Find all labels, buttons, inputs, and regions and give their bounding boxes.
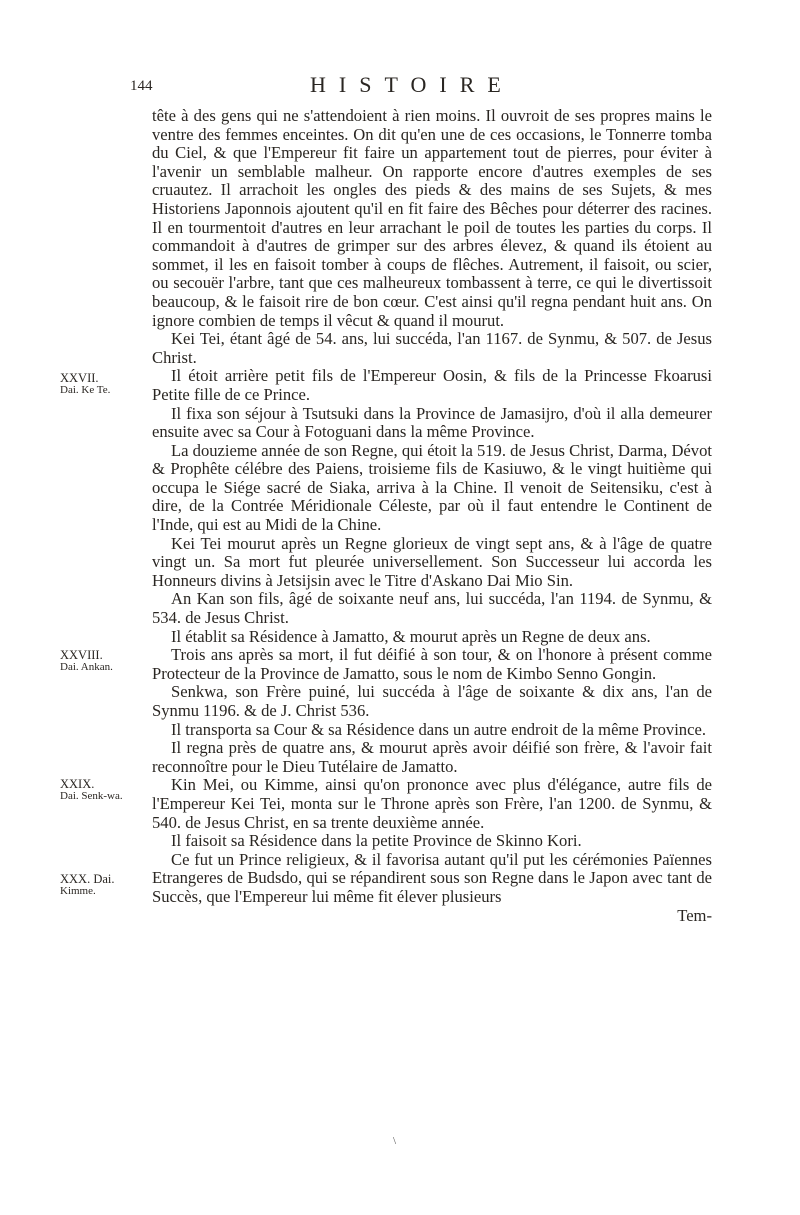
paragraph: Kei Tei mourut après un Regne glorieux de vingt sept ans, & à l'âge de quatre vingt un. Sa mort fut pleurée universellement. Son Successeur lui accorda les Honneurs divins à Jetsijsin avec le Titre d'Askano Dai Mio Sin.	[152, 533, 712, 590]
stray-mark: \	[393, 1135, 397, 1147]
margin-note-xxviii	[60, 650, 152, 673]
paragraph: La douzieme année de son Regne, qui étoit la 519. de Jesus Christ, Darma, Dévot & Prophête célébre des Paiens, troisieme fils de Kasiuwo, & le vingt huitième qui occupa le Siége sacré de Siaka, arriva à la Chine. Il venoit de Seitensiku, c'est à dire, de la Contrée Méridionale Céleste, par où il faut entendre le Continent de l'Inde, qui est au Midi de la Chine.	[152, 440, 712, 535]
catchword: Tem-	[677, 905, 712, 925]
margin-reign-number: XXX. Dai.	[60, 872, 115, 886]
paragraph: Kei Tei, étant âgé de 54. ans, lui succéda, l'an 1167. de Synmu, & 507. de Jesus Christ.	[152, 329, 712, 367]
paragraph: tête à des gens qui ne s'attendoient à rien moins. Il ouvroit de ses propres mains le ventre des femmes enceintes. On dit qu'en une de ces occasions, le Tonnerre tomba du Ciel, & que l'Empereur fit faire un appartement tout de pierres, pour éviter à l'avenir un semblable malheur. On rapporte encore d'autres exemples de ses cruautez. Il arrachoit les ongles des pieds & des mains de ses Sujets, & mes Historiens Japonnois ajoutent qu'il en fit faire des Bêches pour déterrer des racines. Il en tourmentoit d'autres en leur arrachant le poil de toutes les parties du corps. Il commandoit à d'autres de grimper sur des arbres élevez, & quand ils étoient au sommet, il les en faisoit tomber à coups de flêches. Autrement, il faisoit, ou scier, ou secouër l'arbre, tant que ces malheureux tombassent à terre, ce qui le divertissoit beaucoup, & le faisoit rire de bon cœur. C'est ainsi qu'il regna pendant huit ans. On ignore combien de temps il vêcut & quand il mourut.	[152, 106, 712, 330]
paragraph: An Kan son fils, âgé de soixante neuf ans, lui succéda, l'an 1194. de Synmu, & 534. de Jesus Christ.	[152, 589, 712, 628]
margin-reign-number: XXVII.	[60, 371, 99, 385]
paragraph: Trois ans après sa mort, il fut déifié à son tour, & on l'honore à présent comme Protecteur de la Province de Jamatto, sous le nom de Kimbo Senno Gongin.	[152, 645, 712, 683]
page-header	[130, 72, 690, 102]
margin-note-xxix	[60, 779, 152, 802]
margin-reign-number: XXIX.	[60, 777, 95, 791]
paragraph: Il étoit arrière petit fils de l'Empereur Oosin, & fils de la Princesse Fkoarusi Petite fille de ce Prince.	[152, 366, 712, 404]
running-title: HISTOIRE	[310, 72, 514, 97]
margin-reign-number: XXVIII.	[60, 648, 103, 662]
margin-note-xxvii	[60, 373, 152, 396]
main-text-column	[152, 107, 712, 925]
paragraph: Il fixa son séjour à Tsutsuki dans la Province de Jamasijro, d'où il alla demeurer ensuite avec sa Cour à Fotoguani dans la même Province.	[152, 403, 712, 442]
margin-reign-name: Dai. Senk-wa.	[60, 789, 123, 802]
paragraph: Kin Mei, ou Kimme, ainsi qu'on prononce avec plus d'élégance, autre fils de l'Empereur Kei Tei, monta sur le Throne après son Frère, l'an 1200. de Synmu, & 540. de Jesus Christ, en sa trente deuxième année.	[152, 775, 712, 832]
margin-reign-name: Kimme.	[60, 884, 96, 897]
paragraph: Il transporta sa Cour & sa Résidence dans un autre endroit de la même Province.	[171, 719, 706, 739]
paragraph: Senkwa, son Frère puiné, lui succéda à l'âge de soixante & dix ans, l'an de Synmu 1196. & de J. Christ 536.	[152, 682, 712, 720]
margin-reign-name: Dai. Ankan.	[60, 660, 113, 673]
margin-note-xxx	[60, 874, 152, 897]
paragraph: Ce fut un Prince religieux, & il favorisa autant qu'il put les cérémonies Païennes Etrangeres de Budsdo, qui se répandirent sous son Regne dans le Japon avec tant de Succès, que l'Empereur lui même fit élever plusieurs	[152, 849, 712, 906]
page-number: 144	[130, 78, 153, 94]
paragraph: Il regna près de quatre ans, & mourut après avoir déifié son frère, & l'avoir fait reconnoître pour le Dieu Tutélaire de Jamatto.	[152, 738, 712, 776]
paragraph: Il faisoit sa Résidence dans la petite Province de Skinno Kori.	[171, 831, 582, 851]
paragraph: Il établit sa Résidence à Jamatto, & mourut après un Regne de deux ans.	[171, 626, 651, 646]
margin-reign-name: Dai. Ke Te.	[60, 383, 111, 396]
